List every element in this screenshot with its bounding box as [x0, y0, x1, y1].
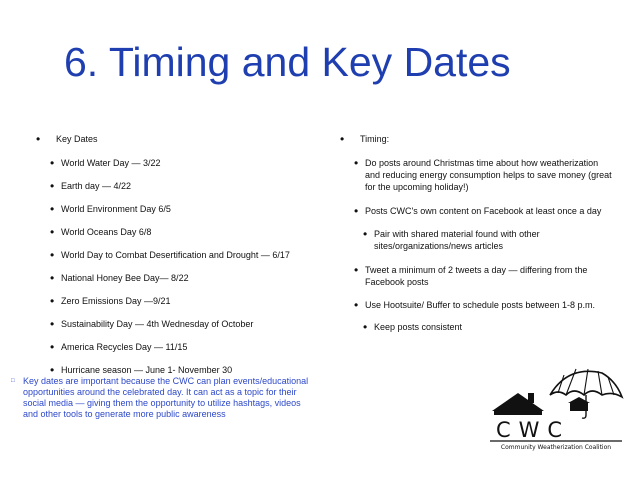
key-dates-note-text: Key dates are important because the CWC can plan events/educational opportunities around the celebrated day. It can act as a topic for their social media — giving them the opportunity to utilize hashtags, videos and other tools to generate more public awareness: [23, 376, 309, 419]
key-date-text: America Recycles Day — 11/15: [61, 342, 188, 352]
cwc-logo: [488, 363, 624, 453]
key-date-item: [36, 318, 321, 330]
key-date-text: Earth day — 4/22: [61, 181, 132, 191]
timing-item-text: Do posts around Christmas time about how weatherization and reducing energy consumption helps to save money (great for the upcoming holiday!): [365, 158, 612, 192]
bullet-icon: •: [363, 320, 368, 334]
key-dates-heading-text: Key Dates: [56, 134, 98, 144]
timing-subitem-text: Keep posts consistent: [374, 322, 463, 332]
key-dates-column: [36, 133, 321, 376]
timing-item-text: Use Hootsuite/ Buffer to schedule posts between 1-8 p.m.: [365, 300, 595, 310]
slide-title: 6. Timing and Key Dates: [64, 39, 511, 85]
bullet-icon: •: [354, 156, 359, 170]
bullet-icon: •: [36, 132, 41, 146]
key-date-text: World Day to Combat Desertification and Drought — 6/17: [61, 250, 290, 260]
timing-item-tweets: [340, 264, 615, 288]
key-date-item: [36, 364, 321, 376]
bullet-icon: •: [50, 317, 55, 331]
key-dates-heading: [36, 133, 321, 145]
bullet-icon: •: [340, 132, 345, 146]
key-date-item: [36, 180, 321, 192]
bullet-icon: •: [50, 248, 55, 262]
timing-item-christmas: [340, 157, 615, 193]
key-date-text: World Environment Day 6/5: [61, 204, 171, 214]
key-date-item: [36, 295, 321, 307]
bullet-icon: •: [354, 204, 359, 218]
bullet-icon: •: [50, 179, 55, 193]
timing-heading: [340, 133, 615, 145]
bullet-icon: •: [354, 298, 359, 312]
timing-column: [340, 133, 615, 333]
bullet-icon: •: [363, 227, 368, 241]
timing-item-hootsuite: [340, 299, 615, 311]
timing-item-text: Tweet a minimum of 2 tweets a day — differing from the Facebook posts: [365, 265, 588, 287]
key-date-text: Zero Emissions Day —9/21: [61, 296, 171, 306]
logo-tagline: Community Weatherization Coalition: [500, 444, 612, 451]
key-date-item: [36, 341, 321, 353]
key-dates-list: [36, 157, 321, 376]
timing-heading-text: Timing:: [360, 134, 390, 144]
timing-item-facebook: [340, 205, 615, 217]
key-date-text: Sustainability Day — 4th Wednesday of October: [61, 319, 254, 329]
bullet-icon: •: [50, 225, 55, 239]
bullet-icon: •: [50, 156, 55, 170]
timing-subitem-text: Pair with shared material found with other sites/organizations/news articles: [374, 229, 540, 251]
logo-letters: CWC: [496, 418, 571, 442]
bullet-icon: •: [50, 363, 55, 377]
key-dates-note: [11, 376, 313, 420]
bullet-icon: •: [50, 340, 55, 354]
note-marker-icon: □: [11, 378, 15, 384]
house-icon: [492, 393, 590, 415]
key-date-text: Hurricane season — June 1- November 30: [61, 365, 233, 375]
key-date-text: World Oceans Day 6/8: [61, 227, 152, 237]
key-date-item: [36, 249, 321, 261]
key-date-item: [36, 157, 321, 169]
bullet-icon: •: [50, 271, 55, 285]
key-date-item: [36, 203, 321, 215]
key-date-text: National Honey Bee Day— 8/22: [61, 273, 189, 283]
key-date-item: [36, 272, 321, 284]
bullet-icon: •: [354, 263, 359, 277]
key-date-item: [36, 226, 321, 238]
key-date-text: World Water Day — 3/22: [61, 158, 161, 168]
timing-item-text: Posts CWC's own content on Facebook at least once a day: [365, 206, 602, 216]
timing-subitem-shared-material: [340, 228, 615, 252]
timing-subitem-consistent: [340, 321, 615, 333]
bullet-icon: •: [50, 294, 55, 308]
bullet-icon: •: [50, 202, 55, 216]
